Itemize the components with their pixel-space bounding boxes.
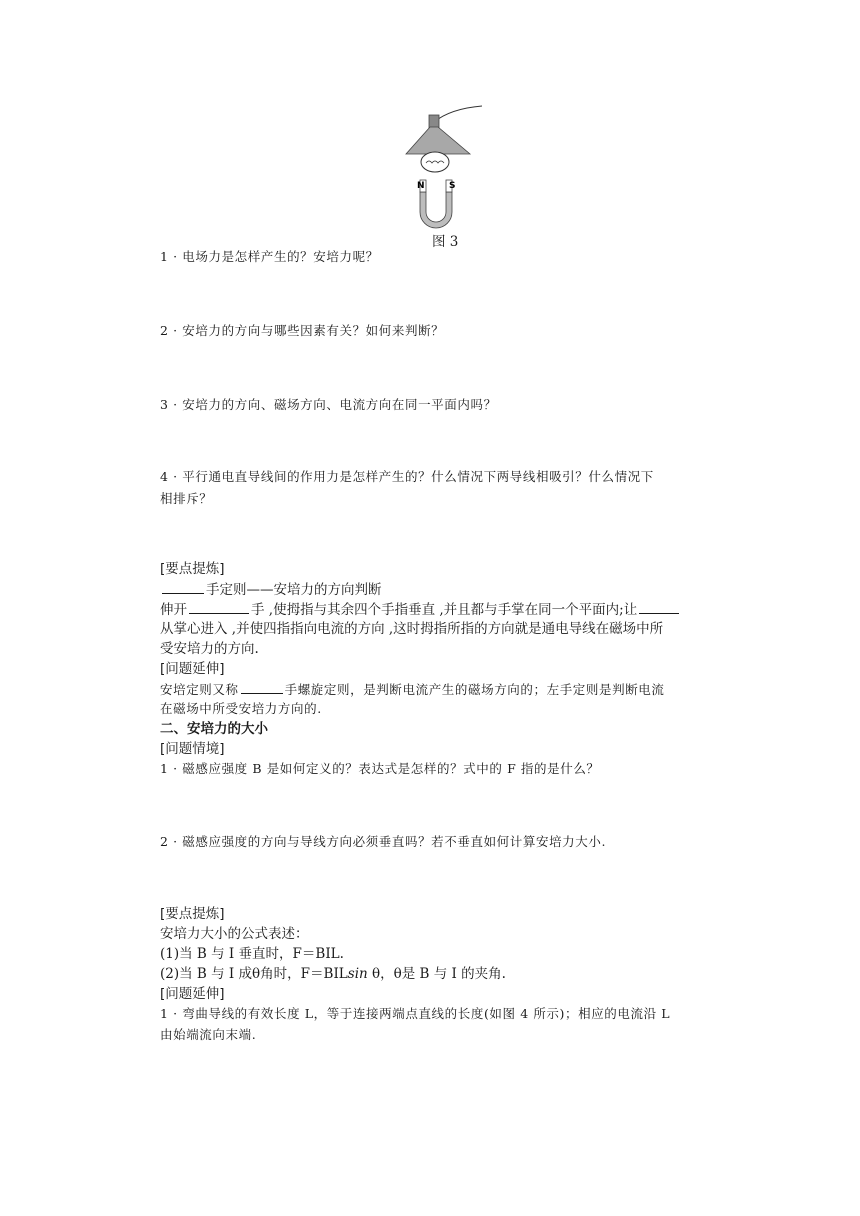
extension2-line-2: 由始端流向末端. bbox=[160, 1027, 257, 1042]
question-2: 2 · 安培力的方向与哪些因素有关？如何来判断？ bbox=[160, 323, 445, 338]
figure-caption: 图 3 bbox=[432, 234, 459, 250]
fill-blank bbox=[241, 680, 283, 694]
rule-title-line bbox=[160, 580, 382, 599]
rule-line-2 bbox=[160, 600, 681, 619]
question-1: 1 · 电场力是怎样产生的？安培力呢？ bbox=[160, 249, 379, 264]
question-4-cont: 相排斥？ bbox=[160, 491, 213, 506]
formula-intro: 安培力大小的公式表述： bbox=[160, 926, 309, 942]
section2-question-2: 2 · 磁感应强度的方向与导线方向必须垂直吗？若不垂直如何计算安培力大小. bbox=[160, 834, 607, 849]
text-span: 安培定则又称 bbox=[160, 682, 239, 697]
rule-title: 手定则——安培力的方向判断 bbox=[206, 582, 382, 598]
extension2-line-1: 1 · 弯曲导线的有效长度 L，等于连接两端点直线的长度(如图 4 所示)；相应的电流沿 L bbox=[160, 1006, 671, 1021]
question-4: 4 · 平行通电直导线间的作用力是怎样产生的？什么情况下两导线相吸引？什么情况下 bbox=[160, 469, 654, 484]
text-span: 手 ,使拇指与其余四个手指垂直 ,并且都与手掌在同一个平面内;让 bbox=[251, 602, 638, 618]
section-title: 二、安培力的大小 bbox=[160, 721, 268, 737]
text-span: 手螺旋定则，是判断电流产生的磁场方向的；左手定则是判断电流 bbox=[284, 682, 665, 697]
extension2-heading: [问题延伸] bbox=[160, 986, 225, 1002]
figure-lamp-magnet bbox=[398, 100, 488, 230]
magnet-north-label: N bbox=[417, 181, 425, 191]
section2-question-1: 1 · 磁感应强度 B 是如何定义的？表达式是怎样的？式中的 F 指的是什么？ bbox=[160, 761, 600, 776]
rule-line-4: 受安培力的方向. bbox=[160, 641, 259, 657]
text-span: θ，θ是 B 与 I 的夹角. bbox=[367, 966, 506, 982]
formula-item-2 bbox=[160, 965, 506, 983]
rule-line-3: 从掌心进入 ,并使四指指向电流的方向 ,这时拇指所指的方向就是通电导线在磁场中所 bbox=[160, 621, 664, 637]
text-span: 伸开 bbox=[160, 602, 187, 618]
text-span: (2)当 B 与 I 成θ角时，F＝BIL bbox=[160, 966, 348, 982]
situation-heading: [问题情境] bbox=[160, 741, 225, 757]
keypoints2-heading: [要点提炼] bbox=[160, 906, 225, 922]
extension-line-2: 在磁场中所受安培力方向的. bbox=[160, 701, 322, 716]
fill-blank bbox=[162, 580, 204, 594]
question-3: 3 · 安培力的方向、磁场方向、电流方向在同一平面内吗？ bbox=[160, 397, 497, 412]
fill-blank bbox=[639, 600, 679, 614]
keypoints-heading: [要点提炼] bbox=[160, 561, 225, 577]
fill-blank bbox=[189, 600, 249, 614]
sin-text: sin bbox=[347, 966, 368, 982]
magnet-south-label: S bbox=[449, 181, 456, 191]
formula-item-1: (1)当 B 与 I 垂直时，F＝BIL. bbox=[160, 946, 344, 962]
extension-heading: [问题延伸] bbox=[160, 661, 225, 677]
extension-line-1 bbox=[160, 680, 665, 699]
